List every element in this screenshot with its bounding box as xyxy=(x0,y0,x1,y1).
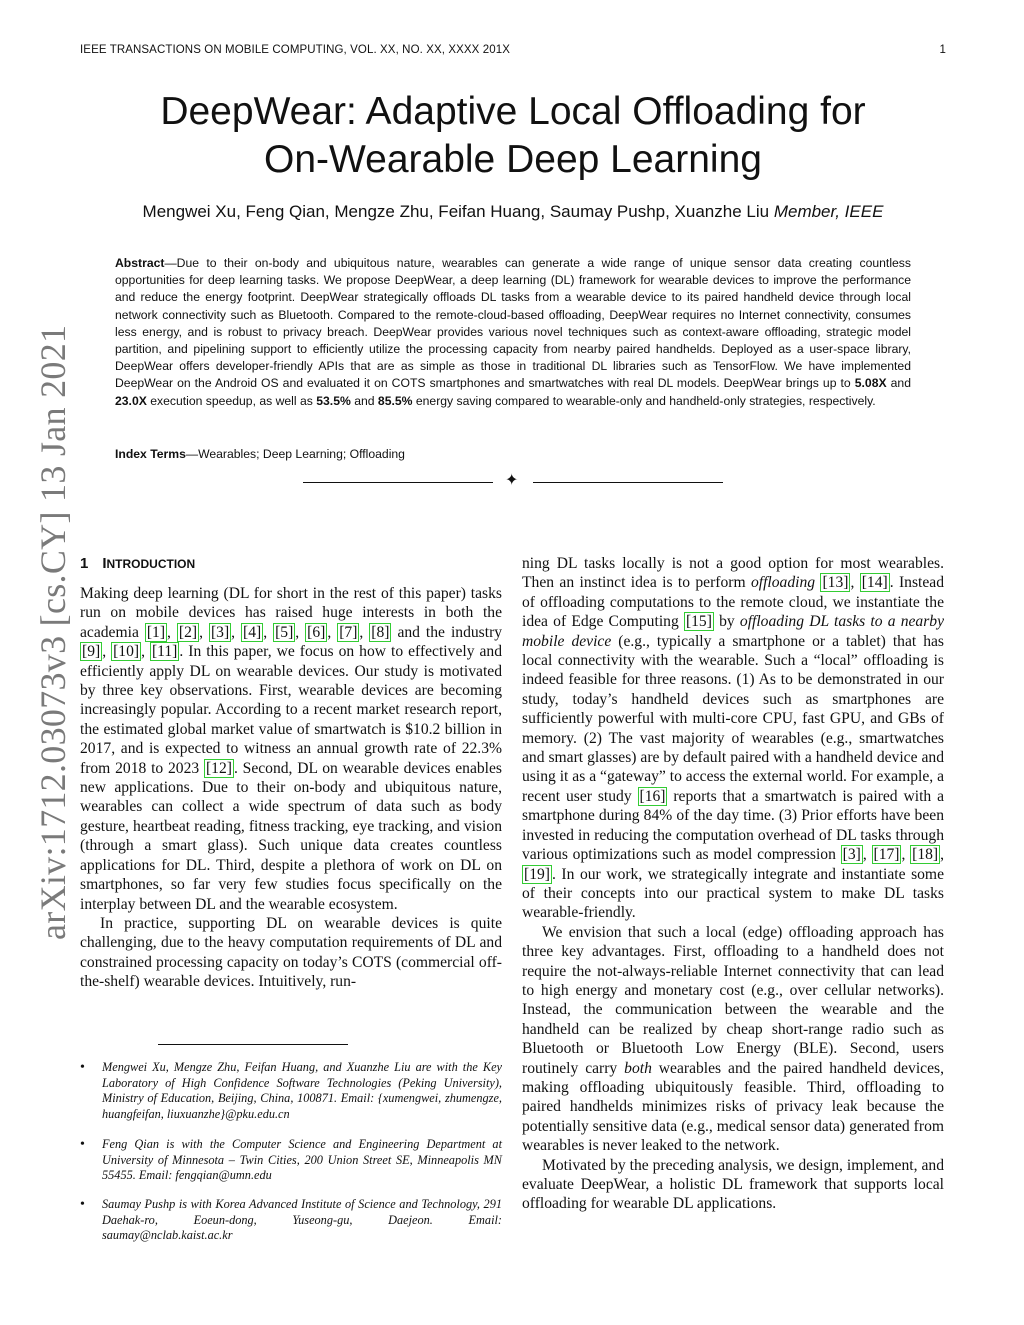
citation-link[interactable]: [8] xyxy=(371,623,390,641)
text-run: wearables and the paired handheld devices, making offloading ubiquitously feasible. Third, offloading to paired handhelds minimizes risks of privacy leak because the potentially sensitive data (e.g., medical sensor data) generated from wearables is never leaked to the network. xyxy=(522,1059,944,1155)
citation-link[interactable]: [2] xyxy=(178,623,198,641)
citation-link[interactable]: [5] xyxy=(275,623,294,641)
intro-paragraph-4 xyxy=(522,923,944,1156)
citation-link[interactable]: [18] xyxy=(912,846,939,864)
divider-line-left xyxy=(303,482,493,483)
citation-link[interactable]: [16] xyxy=(639,787,666,805)
citation-link[interactable]: [10] xyxy=(113,643,140,661)
abstract-text: —Due to their on-body and ubiquitous nature, wearables can generate a wide range of unique sensor data creating countless opportunities for deep learning tasks. We propose DeepWear, a deep learning (DL) framework for wearable devices to improve the performance and reduce the energy footprint. DeepWear strategically offloads DL tasks from a wearable device to its paired handheld device through local network connectivity such as Bluetooth. Compared to the remote-cloud-based offloading, DeepWear requires no Internet connectivity, consumes less energy, and is robust to privacy breach. DeepWear provides various novel techniques such as context-aware offloading, strategic model partition, and pipelining support to efficiently utilize the processing capacity from nearby paired handhelds. Deployed as a user-space library, DeepWear offers developer-friendly APIs that are as simple as those in traditional DL libraries such as TensorFlow. We have implemented DeepWear on the Android OS and evaluated it on COTS smartphones and smartwatches with real DL models. DeepWear brings up to xyxy=(115,256,911,391)
text-run: by xyxy=(713,613,740,631)
intro-paragraph-5: Motivated by the preceding analysis, we design, implement, and evaluate DeepWear, a holistic DL framework that supports local offloading for wearable DL applications. xyxy=(522,1156,944,1213)
citation-link[interactable]: [3] xyxy=(210,623,230,641)
emphasis-text: both xyxy=(624,1059,652,1077)
title-line-1: DeepWear: Adaptive Local Offloading for xyxy=(160,90,866,133)
paper-title xyxy=(80,88,946,184)
intro-paragraph-2: In practice, supporting DL on wearable devices is quite challenging, due to the heavy computation requirements of DL and constrained processing capacity on today’s COTS (commercial off-the-shelf) wearable devices. Intuitively, run- xyxy=(80,914,502,991)
abstract-text-5: energy saving compared to wearable-only and handheld-only strategies, respectively. xyxy=(412,393,876,408)
footnote-text: Feng Qian is with the Computer Science and Engineering Department at University of Minnesota – Twin Cities, 200 Union Street SE, Minneapolis MN 55455. Email: fengqian@umn.edu xyxy=(102,1137,502,1183)
citation-link[interactable]: [17] xyxy=(873,846,900,864)
citation-link[interactable]: [11] xyxy=(151,643,178,661)
member-designation: Member, IEEE xyxy=(773,202,884,221)
intro-paragraph-3: ning DL tasks locally is not a good option for most wearables. Then an instinct idea is to perform offloading [13] , [14] . Instead of offloading computations to the remote cloud, we instantiate the idea of Edge Computing [15] by offloading DL tasks to a nearby mobile device (e.g., typically a smartphone or a tablet) that has local connectivity with the wearable. Such a “local” offloading is indeed feasible for three reasons. (1) As to be demonstrated in our study, today’s handheld devices such as smartphones are sufficiently powerful with multi-core CPU, fast GPU, and GBs of memory. (2) The vast majority of wearables (e.g., smartwatches and smart glasses) are by default paired with a handheld device and using it as a “gateway” to access the external world. For example, a recent user study [16] reports that a smartwatch is paired with a smartphone during 84% of the day time. (3) Prior efforts have been invested in reducing the computation overhead of DL tasks through various optimizations such as model compression [3] , [17] , [18] , [19] . In our work, we strategically integrate and instantiate some of their concepts into our practical system to make DL tasks wearable-friendly. xyxy=(522,555,945,922)
text-run: Instead of offloading computations to the remote cloud, we instantiate the idea of Edge Computing xyxy=(522,574,944,631)
index-terms xyxy=(115,447,911,461)
running-header xyxy=(80,44,946,56)
citation-link[interactable]: [7] xyxy=(339,623,358,641)
citation-link[interactable]: [1] xyxy=(146,623,166,641)
citation-group: [3] , [17] , [18] , [19] xyxy=(524,846,945,883)
right-column xyxy=(522,554,944,1214)
title-line-2: On-Wearable Deep Learning xyxy=(264,138,762,181)
text-run: . In this paper, we focus on how to effectively and efficiently apply DL on wearable devices. Our study is motivated by three key observations. First, wearable devices are becoming increasingly popular. According to a recent market research report, the estimated global market value of smartwatch is $10.2 billion in 2017, and is expected to witness an annual growth rate of 22.3% from 2018 to 2023 xyxy=(80,643,502,777)
abstract-text-2: and xyxy=(886,376,911,391)
citation-link[interactable]: [14] xyxy=(861,574,888,592)
footnote-rule xyxy=(158,1044,348,1045)
text-run: (e.g., typically a smartphone or a tablet) that has local connectivity with the wearable. Such a “local” offloading is indeed feasible for three reasons. (1) As to be demonstrated in our study, today’s handheld devices such as smartphones are sufficiently powerful with multi-core CPU, fast GPU, and GBs of memory. (2) The vast majority of wearables (e.g., smartwatches and smart glasses) are by default paired with a handheld device and using it as a “gateway” to access the external world. For example, a recent user study xyxy=(522,632,945,805)
abstract-text-3: execution speedup, as well as xyxy=(146,393,317,408)
author-list xyxy=(80,202,946,222)
citation-link[interactable]: [15] xyxy=(685,613,712,631)
footnote-text: Mengwei Xu, Mengze Zhu, Feifan Huang, and Xuanzhe Liu are with the Key Laboratory of High Confidence Software Technologies (Peking University), Ministry of Education, Beijing, China, 100871. Email: {xumengwei, zhumengze, huangfeifan, liuxuanzhe}@pku.edu.cn xyxy=(102,1060,502,1121)
text-run: We envision that such a local (edge) offloading approach has three key advantages. First, offloading to a handheld does not require the not-always-reliable Internet connectivity that can lead to high energy and monetary cost (e.g., over cellular networks). Instead, the communication between the wearable and the handheld can be realized by cheap short-range radio such as Bluetooth or Bluetooth Low Energy (BLE). Second, users routinely carry xyxy=(522,923,944,1077)
text-run: Making deep learning (DL for short in the rest of this paper) tasks run on mobile devices has raised huge interests in both the academia xyxy=(80,585,502,641)
citation-link[interactable]: [4] xyxy=(243,623,262,641)
page-number: 1 xyxy=(939,44,946,56)
footnote-affiliation-2 xyxy=(80,1137,502,1184)
author-names: Mengwei Xu, Feng Qian, Mengze Zhu, Feifan Huang, Saumay Pushp, Xuanzhe Liu xyxy=(142,202,770,221)
citation-link[interactable]: [3] xyxy=(842,846,861,864)
index-terms-label: Index Terms xyxy=(115,447,186,461)
bullet-icon: • xyxy=(80,1060,85,1075)
text-run: ning DL tasks locally is not a good option for most wearables. Then an instinct idea is to perform xyxy=(522,555,944,592)
emphasis-text: offloading DL tasks to a nearby mobile device xyxy=(522,613,945,650)
citation-link[interactable]: [13] xyxy=(822,574,849,592)
citation-link[interactable]: [19] xyxy=(524,865,550,883)
section-number: 1 xyxy=(80,555,89,572)
text-run: reports that a smartwatch is paired with a smartphone during 84% of the day time. (3) Prior efforts have been invested in reducing the computation overhead of DL tasks through various optimizations such as model compression xyxy=(522,787,944,864)
section-title-rest: NTRODUCTION xyxy=(106,557,196,571)
footnote-affiliation-3 xyxy=(80,1197,502,1244)
section-title-initial: I xyxy=(102,555,107,572)
abstract-speedup-2: 23.0X xyxy=(115,393,147,408)
left-column xyxy=(80,584,502,992)
divider-line-right xyxy=(533,482,723,483)
abstract-label: Abstract xyxy=(115,256,165,270)
abstract-text-4: and xyxy=(350,393,378,408)
footnote-text: Saumay Pushp is with Korea Advanced Institute of Science and Technology, 291 Daehak-ro, Eoeun-dong, Yuseong-gu, Daejeon. Email: saumay@nclab.kaist.ac.kr xyxy=(102,1197,502,1243)
citation-link[interactable]: [9] xyxy=(82,643,101,661)
bullet-icon: • xyxy=(80,1197,85,1212)
emphasis-text: offloading xyxy=(750,574,816,592)
text-run: . Second, DL on wearable devices enables new applications. Due to their on-body and ubiquitous nature, wearables can collect a wide spectrum of data such as body gesture, heartbeat reading, fitness tracking, eye tracking, and vision (through a smart glass). Such unique data creates countless applications for DL. Third, despite a plethora of work on DL on smartphones, so far very few studies focus specifically on the interplay between DL and the wearable ecosystem. xyxy=(80,759,502,913)
section-divider xyxy=(303,474,723,492)
diamond-icon: ✦ xyxy=(505,472,519,489)
abstract-speedup-1: 5.08X xyxy=(854,376,887,391)
citation-link[interactable]: [12] xyxy=(205,759,232,777)
abstract-energy-1: 53.5% xyxy=(316,393,351,408)
citation-link[interactable]: [6] xyxy=(307,623,326,641)
text-run: and the industry xyxy=(391,623,503,641)
section-heading xyxy=(80,555,195,572)
abstract-energy-2: 85.5% xyxy=(377,393,413,408)
arxiv-identifier: arXiv:1712.03073v3 [cs.CY] 13 Jan 2021 xyxy=(33,324,73,940)
index-terms-text: —Wearables; Deep Learning; Offloading xyxy=(185,447,405,461)
abstract xyxy=(115,255,911,410)
footnote-affiliation-1 xyxy=(80,1060,502,1122)
citation-group: [13] , [14] xyxy=(822,574,888,592)
text-run: . In our work, we strategically integrate and instantiate some of their concepts into our practical system to make DL tasks wearable-friendly. xyxy=(522,865,944,922)
journal-header: IEEE TRANSACTIONS ON MOBILE COMPUTING, VOL. XX, NO. XX, XXXX 201X xyxy=(80,44,510,56)
intro-paragraph-1 xyxy=(80,584,502,914)
bullet-icon: • xyxy=(80,1137,85,1152)
citation-group: [1] , [2] , [3] , [4] , [5] , [6] , [7] , [8] xyxy=(146,623,390,641)
citation-group: [9] , [10] , [11] xyxy=(82,643,178,661)
